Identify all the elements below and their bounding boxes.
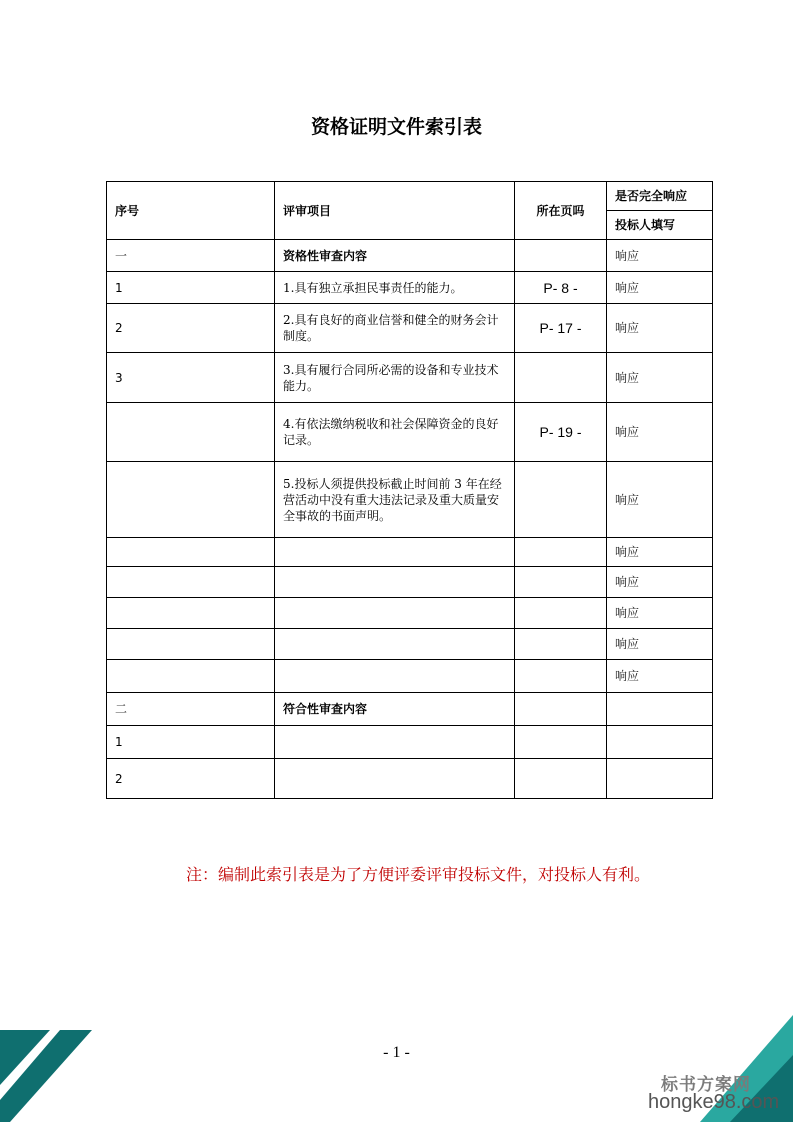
page-cell — [515, 462, 607, 538]
response-cell: 响应 — [607, 660, 713, 693]
seq-cell: 3 — [107, 353, 275, 403]
page-number: - 1 - — [383, 1044, 410, 1061]
response-cell: 响应 — [607, 538, 713, 567]
table-row — [107, 660, 713, 693]
item-cell — [275, 660, 515, 693]
page-cell — [515, 353, 607, 403]
response-cell — [607, 693, 713, 726]
header-filled-by: 投标人填写 — [607, 211, 713, 240]
item-cell: 5.投标人须提供投标截止时间前 3 年在经营活动中没有重大违法记录及重大质量安全事故的书面声明。 — [275, 462, 515, 538]
response-cell — [607, 726, 713, 759]
table-row — [107, 353, 713, 403]
footnote: 注：编制此索引表是为了方便评委评审投标文件，对投标人有利。 — [186, 865, 651, 884]
page-cell — [515, 567, 607, 598]
section-heading: 符合性审查内容 — [275, 693, 515, 726]
page-cell — [515, 538, 607, 567]
item-cell — [275, 538, 515, 567]
seq-cell: 1 — [107, 272, 275, 304]
item-cell — [275, 598, 515, 629]
item-cell — [275, 567, 515, 598]
page-cell — [515, 759, 607, 799]
page-cell: P- 17 - — [515, 304, 607, 353]
table-row — [107, 693, 713, 726]
watermark-url: hongke98.com — [648, 1091, 780, 1113]
seq-cell — [107, 567, 275, 598]
page-cell: P- 8 - — [515, 272, 607, 304]
response-cell: 响应 — [607, 272, 713, 304]
table-row — [107, 598, 713, 629]
seq-cell: 二 — [107, 693, 275, 726]
section-heading: 资格性审查内容 — [275, 240, 515, 272]
response-cell: 响应 — [607, 567, 713, 598]
page-cell: P- 19 - — [515, 403, 607, 462]
page-cell — [515, 629, 607, 660]
seq-cell — [107, 629, 275, 660]
response-cell: 响应 — [607, 403, 713, 462]
header-seq: 序号 — [107, 182, 275, 240]
page-cell — [515, 693, 607, 726]
page-cell — [515, 240, 607, 272]
seq-cell: 2 — [107, 759, 275, 799]
watermark-title: 标书方案网 — [661, 1075, 751, 1095]
header-page: 所在页吗 — [515, 182, 607, 240]
seq-cell — [107, 403, 275, 462]
response-cell: 响应 — [607, 240, 713, 272]
table-row — [107, 629, 713, 660]
item-cell: 4.有依法缴纳税收和社会保障资金的良好记录。 — [275, 403, 515, 462]
response-cell: 响应 — [607, 462, 713, 538]
header-response: 是否完全响应 — [607, 182, 713, 211]
response-cell — [607, 759, 713, 799]
document-title: 资格证明文件索引表 — [310, 116, 482, 138]
seq-cell: 2 — [107, 304, 275, 353]
item-cell — [275, 629, 515, 660]
seq-cell: 一 — [107, 240, 275, 272]
item-cell — [275, 726, 515, 759]
qualification-index-table — [106, 181, 713, 799]
seq-cell — [107, 660, 275, 693]
seq-cell — [107, 538, 275, 567]
table-row — [107, 462, 713, 538]
item-cell — [275, 759, 515, 799]
corner-decoration-left — [0, 1030, 95, 1122]
table-row — [107, 759, 713, 799]
table-row — [107, 538, 713, 567]
page-cell — [515, 726, 607, 759]
seq-cell — [107, 462, 275, 538]
page-cell — [515, 660, 607, 693]
item-cell: 2.具有良好的商业信誉和健全的财务会计制度。 — [275, 304, 515, 353]
table-row — [107, 272, 713, 304]
table-row — [107, 304, 713, 353]
item-cell: 1.具有独立承担民事责任的能力。 — [275, 272, 515, 304]
page-cell — [515, 598, 607, 629]
table-row — [107, 403, 713, 462]
header-row — [107, 182, 713, 211]
response-cell: 响应 — [607, 598, 713, 629]
response-cell: 响应 — [607, 304, 713, 353]
item-cell: 3.具有履行合同所必需的设备和专业技术能力。 — [275, 353, 515, 403]
table-row — [107, 240, 713, 272]
response-cell: 响应 — [607, 629, 713, 660]
table-row — [107, 567, 713, 598]
response-cell: 响应 — [607, 353, 713, 403]
header-item: 评审项目 — [275, 182, 515, 240]
seq-cell — [107, 598, 275, 629]
seq-cell: 1 — [107, 726, 275, 759]
table-row — [107, 726, 713, 759]
